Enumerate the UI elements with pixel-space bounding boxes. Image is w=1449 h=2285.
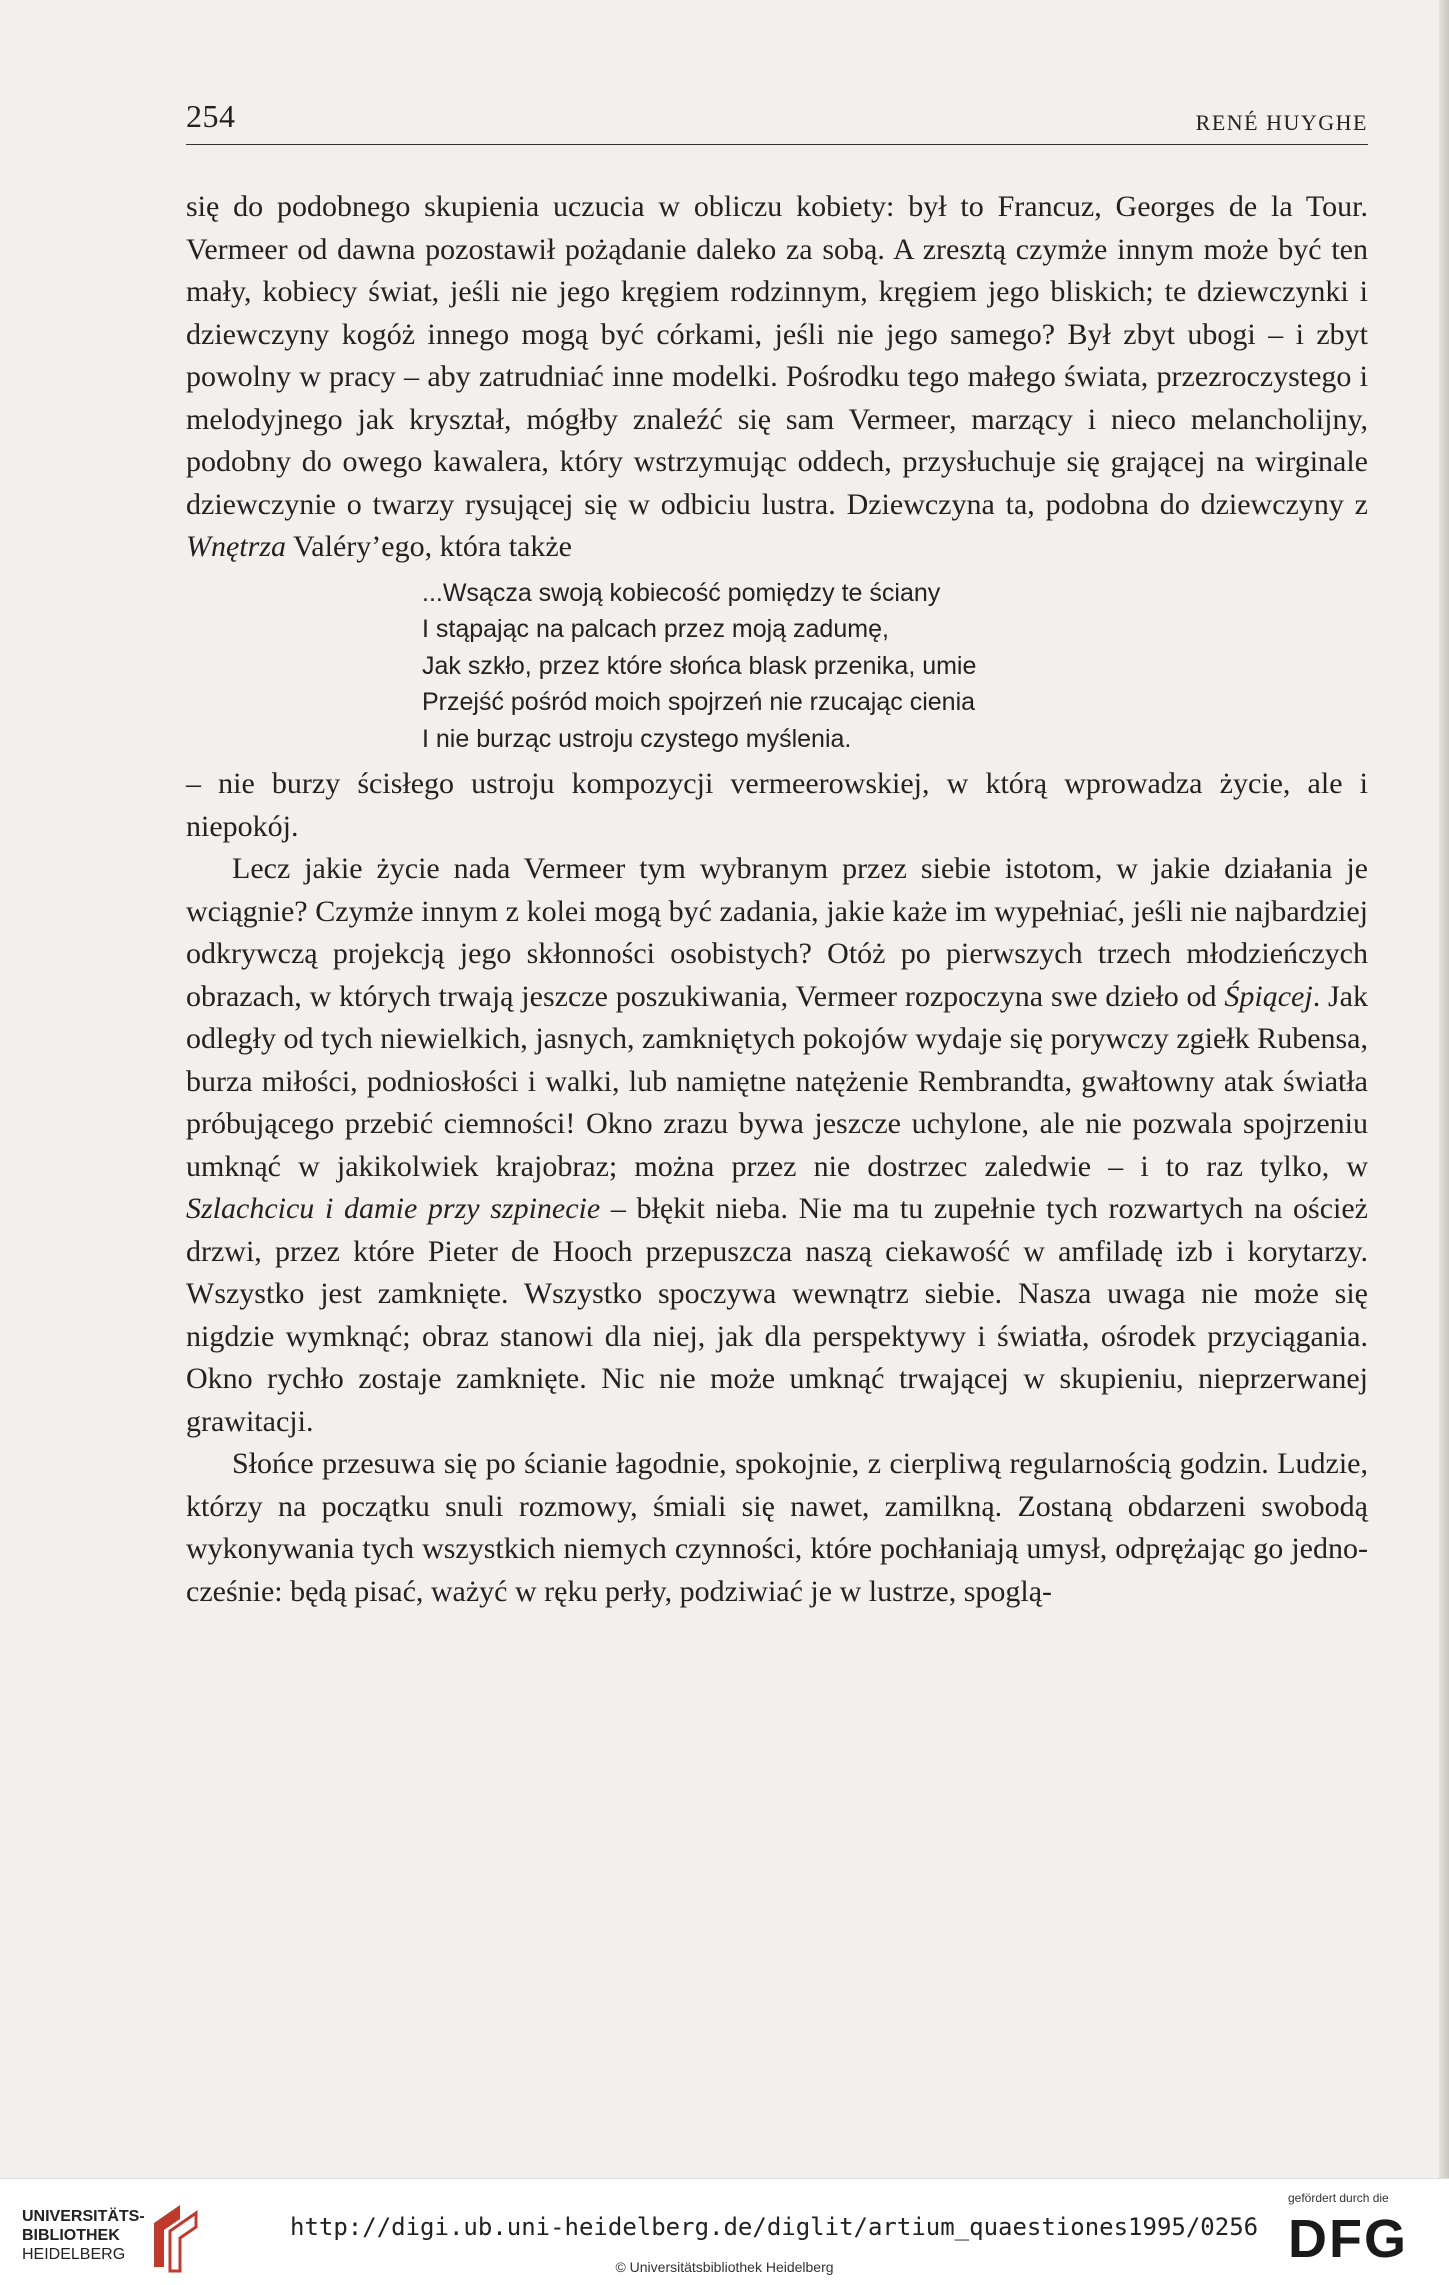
verse-quote — [422, 575, 1368, 758]
paragraph-3-text-b: . Jak odległy od tych niewielkich, jasnych, zamkniętych pokojów wydaje się porywczy zgiełk Rubensa, burza miłości, podniosłości i walki, lub namiętne natężenie Rembrandta, gwałtowny atak światła próbującego przebić ciemności! Okno zrazu bywa jeszcze uchylone, ale nie pozwala spojrzeniu umknąć w jakikolwiek krajobraz; można przez nie dostrzec zaledwie – i to raz tylko, w — [186, 979, 1368, 1183]
library-name-line: BIBLIOTHEK — [22, 2227, 120, 2244]
paragraph-3-text-c: – błękit nieba. Nie ma tu zupełnie tych rozwartych na oścież drzwi, przez które Pieter de Hooch przepuszcza naszą ciekawość w amfiladę izb i korytarzy. Wszystko jest zamknięte. Wszystko spoczywa wewnątrz siebie. Nasza uwaga nie może się nigdzie wymknąć; obraz stanowi dla niej, jak dla perspektywy i światła, ośrodek przyciągania. Okno rychło zostaje zamknięte. Nic nie może umknąć trwającej w skupieniu, nieprzerwanej grawitacji. — [186, 1192, 1368, 1438]
running-head: RENÉ HUYGHE — [1195, 110, 1368, 135]
verse-line: I nie burząc ustroju czystego myślenia. — [422, 724, 852, 753]
verse-line: Jak szkło, przez które słońca blask przenika, umie — [422, 651, 977, 680]
library-logo-text — [22, 2207, 145, 2264]
funding-caption: gefördert durch die — [1288, 2191, 1389, 2205]
digitization-footer — [0, 2178, 1449, 2285]
title-spiacej: Śpiącej — [1224, 979, 1313, 1013]
paragraph-1 — [186, 186, 1368, 569]
verse-line: Przejść pośród moich spojrzeń nie rzucając cienia — [422, 688, 976, 716]
copyright-notice: © Universitätsbibliothek Heidelberg — [615, 2259, 834, 2275]
page-number: 254 — [186, 98, 236, 134]
title-szlachcicu: Szlachcicu i damie przy szpinecie — [186, 1192, 601, 1225]
paragraph-4: Słońce przesuwa się po ścianie łagodnie, spokojnie, z cierpliwą regularnością godzin. Ludzie, którzy na początku snuli rozmowy, śmiali się nawet, zamilkną. Zostaną obdarzeni swobodą wykonywania tych wszystkich niemych czynności, które pochłaniają umysł, odprężając go jednocześnie: będą pisać, ważyć w ręku perły, podziwiać je w lustrze, spoglą- — [186, 1447, 1368, 1608]
page-edge-shadow — [1439, 0, 1449, 2178]
permalink-url[interactable]: http://digi.ub.uni-heidelberg.de/diglit/artium_quaestiones1995/0256 — [290, 2213, 1259, 2241]
dfg-logo: DFG — [1288, 2209, 1408, 2269]
body-text — [186, 186, 1368, 1613]
verse-line: I stąpając na palcach przez moją zadumę, — [422, 615, 889, 643]
paragraph-3-text-a: Lecz jakie życie nada Vermeer tym wybranym przez siebie istotom, w jakie działania je wciągnie? Czymże innym z kolei mogą być zadania, jakie każe im wypełniać, jeśli nie najbardziej odkrywczą projekcją jego skłonności osobistych? Otóż po pierwszych trzech młodzieńczych obrazach, w których trwają jeszcze poszukiwania, Vermeer rozpoczyna swe dzieło od — [186, 852, 1368, 1013]
title-wnetrza: Wnętrza — [186, 530, 286, 563]
page-header — [186, 98, 1368, 145]
paragraph-2: – nie burzy ścisłego ustroju kompozycji vermeerowskiej, w którą wprowadza życie, ale i niepokój. — [186, 767, 1368, 843]
paragraph-1-text: się do podobnego skupienia uczucia w obliczu kobiety: był to Francuz, Georges de la Tour. Vermeer od dawna pozostawił pożądanie daleko za sobą. A zresztą czymże innym może być ten mały, kobiecy świat, jeśli nie jego kręgiem rodzinnym, kręgiem jego bliskich; te dziewczynki i dziewczyny kogóż innego mogą być córkami, jeśli nie jego samego? Był zbyt ubogi – i zbyt powolny w pracy – aby zatrudniać inne modelki. Pośrodku tego małego świata, przezroczystego i melodyjnego jak kryształ, mógłby znaleźć się sam Vermeer, marzący i nieco melancholijny, podobny do owego kawalera, który wstrzymując oddech, przysłuchuje się grającej na wirginale dziewczynie o twarzy rysującej się w odbiciu lustra. Dziewczyna ta, podobna do dziewczyny z — [186, 190, 1368, 521]
library-name-line: HEIDELBERG — [22, 2246, 126, 2263]
verse-line: ...Wsącza swoją kobiecość pomiędzy te ściany — [422, 578, 941, 607]
library-name-line: UNIVERSITÄTS- — [22, 2208, 145, 2225]
paragraph-3 — [186, 848, 1368, 1443]
paragraph-1-end: Valéry’ego, która także — [292, 530, 572, 563]
